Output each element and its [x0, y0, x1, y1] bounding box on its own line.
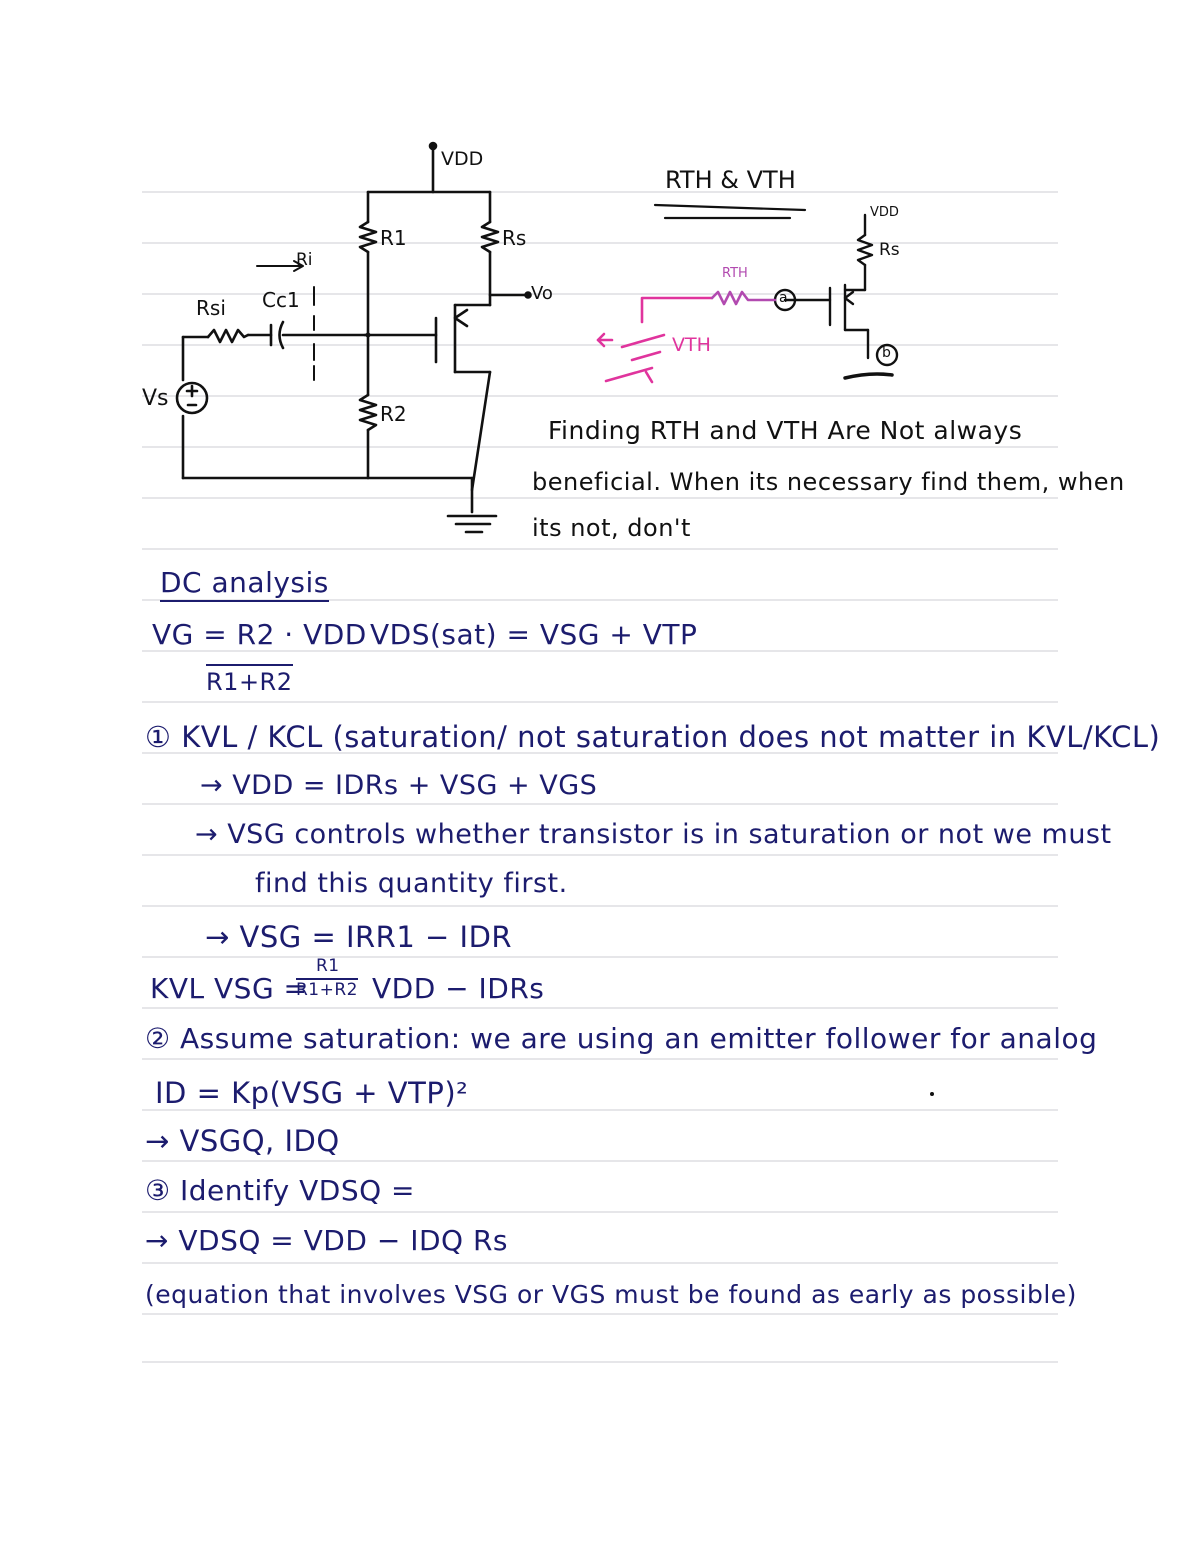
step-2a: ID = Kp(VSG + VTP)²: [155, 1076, 469, 1110]
step-3: ③ Identify VDSQ =: [145, 1174, 415, 1207]
note-line-2: beneficial. When its necessary find them, when: [532, 468, 1125, 496]
step-2b: → VSGQ, IDQ: [145, 1124, 340, 1158]
node-a-label: a: [779, 290, 788, 306]
step-1d: → VSG = IRR1 − IDR: [205, 920, 513, 954]
node-b-label: b: [882, 345, 891, 361]
kvl-suffix: VDD − IDRs: [372, 972, 545, 1005]
stray-dot: [930, 1092, 934, 1096]
step-2: ② Assume saturation: we are using an emitter follower for analog: [145, 1022, 1098, 1055]
step-1c: find this quantity first.: [255, 868, 568, 899]
step-3b: (equation that involves VSG or VGS must be found as early as possible): [145, 1280, 1077, 1309]
r2-label: R2: [380, 402, 407, 426]
dc-heading: DC analysis: [160, 566, 329, 602]
vth-label: VTH: [672, 334, 711, 356]
vth-battery-plate-long: [622, 335, 664, 347]
vg-equation: VG = R2 · VDD: [152, 618, 367, 651]
rth-label: RTH: [722, 266, 748, 281]
r1-label: R1: [380, 226, 407, 250]
step-1a: → VDD = IDRs + VSG + VGS: [200, 770, 598, 801]
rsi-label: Rsi: [196, 296, 226, 320]
vds-sat-equation: VDS(sat) = VSG + VTP: [370, 618, 698, 651]
title-underline-1: [655, 205, 805, 210]
kvl-prefix: KVL VSG =: [150, 972, 308, 1005]
vdd-label: VDD: [441, 148, 484, 170]
cc1-label: Cc1: [262, 288, 300, 312]
step-1b: → VSG controls whether transistor is in saturation or not we must: [195, 819, 1112, 850]
vo-label: Vo: [531, 283, 553, 304]
th-rs-resistor: [858, 235, 872, 265]
kvl-numerator: R1: [316, 956, 340, 976]
note-line-3: its not, don't: [532, 514, 691, 542]
kvl-denominator: R1+R2: [296, 980, 358, 1000]
th-rs-label: Rs: [879, 240, 900, 260]
step-3a: → VDSQ = VDD − IDQ Rs: [145, 1224, 508, 1257]
note-line-1: Finding RTH and VTH Are Not always: [548, 416, 1023, 445]
th-vdd-label: VDD: [870, 205, 899, 220]
ri-label: Ri: [296, 250, 313, 270]
vth-battery-plate-short: [632, 352, 660, 360]
vg-denominator: R1+R2: [206, 664, 293, 696]
step-1: ① KVL / KCL (saturation/ not saturation does not matter in KVL/KCL): [145, 720, 1161, 754]
rs-label: Rs: [502, 226, 527, 250]
vs-label: Vs: [142, 386, 169, 411]
thevenin-title: RTH & VTH: [665, 166, 796, 194]
